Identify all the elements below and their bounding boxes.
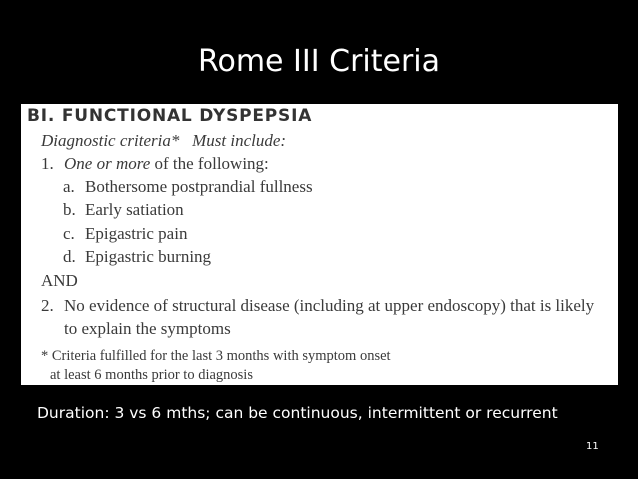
sub-item-d-letter: d. [63,247,76,266]
footnote-line-1: * Criteria fulfilled for the last 3 months with symptom onset [41,348,391,364]
criterion-2-number: 2. [41,296,54,315]
criterion-1 [41,154,54,174]
sub-item-d-text: Epigastric burning [85,247,212,266]
criteria-heading: BI. FUNCTIONAL DYSPEPSIA [27,106,313,126]
sub-item-b-letter: b. [63,200,76,219]
sub-item-c-letter: c. [63,224,75,243]
diagnostic-criteria-line [41,131,286,151]
diagnostic-criteria-label: Diagnostic criteria* [41,131,180,150]
sub-item-b-text: Early satiation [85,200,184,219]
and-label: AND [41,271,78,290]
criterion-1-number: 1. [41,154,54,173]
sub-item-a-text: Bothersome postprandial fullness [85,177,313,196]
criterion-1-emphasis: One or more [64,154,151,173]
slide-title: Rome III Criteria [197,44,441,79]
duration-note: Duration: 3 vs 6 mths; can be continuous, intermittent or recurrent [37,404,558,422]
must-include-label: Must include: [192,131,287,150]
sub-item-c-text: Epigastric pain [85,224,188,243]
criterion-2-line-2: to explain the symptoms [64,319,231,338]
criterion-1-text [64,154,269,174]
criterion-2-line-1: No evidence of structural disease (including at upper endoscopy) that is likely [64,296,595,315]
sub-item-a-letter: a. [63,177,75,196]
criteria-panel [21,104,618,385]
criterion-1-rest: of the following: [150,154,269,173]
page-number: 11 [586,441,599,452]
footnote-line-2: at least 6 months prior to diagnosis [50,367,253,383]
